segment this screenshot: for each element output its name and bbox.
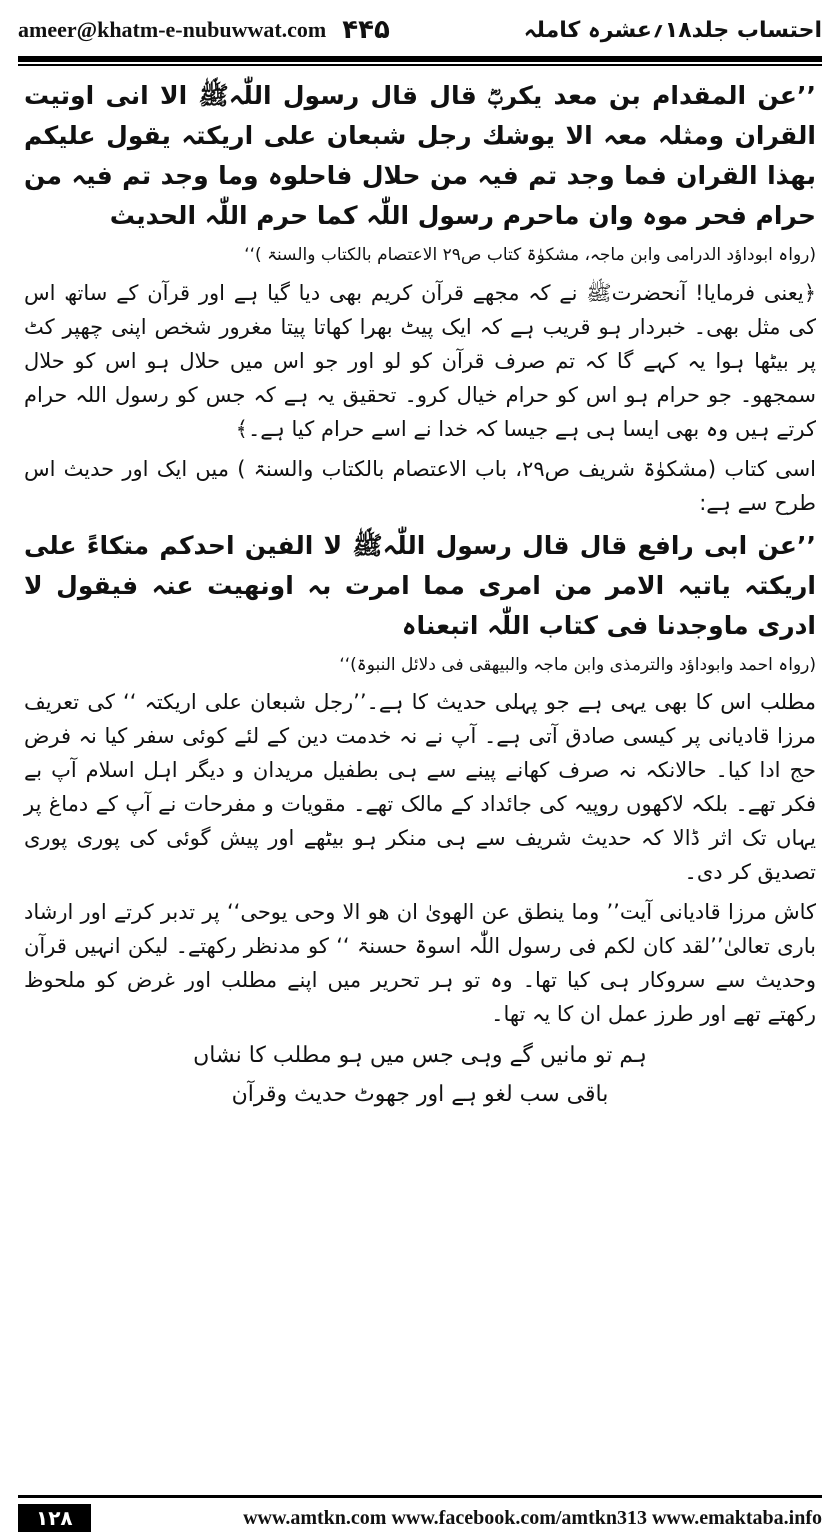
header-left <box>18 15 390 45</box>
hadith-2-text: ’’عن ابی رافع قال قال رسول اللّٰہﷺ لا الفین احدکم متکاءً علی اریکتہ یاتیہ الامر من امری مما امرت بہ اونھیت عنہ فیقول لا ادری ماوجدنا فی کتاب اللّٰہ اتبعناہ <box>24 530 816 640</box>
header-rule-thin <box>18 64 822 66</box>
hadith-1-translation: ﴿یعنی فرمایا! آنحضرتﷺ نے کہ مجھے قرآن کریم بھی دیا گیا ہے اور قرآن کے ساتھ اس کی مثل بھی۔ خبردار ہو قریب ہے کہ ایک پیٹ بھرا کھاتا پیتا مغرور شخص اپنی چھپر کٹ پر بیٹھا ہوا یہ کہے گا کہ تم صرف قرآن کو لو اور جو اس میں حلال ہو اس کو حلال سمجھو۔ جو حرام ہو اس کو حرام خیال کرو۔ تحقیق یہ ہے کہ جس کو رسول اللہ حرام کرتے ہیں وہ بھی ایسا ہی ہے جیسا کہ خدا نے اسے حرام کیا ہے۔﴾ <box>24 280 816 441</box>
hadith-1-reference: (رواہ ابوداؤد الدرامی وابن ماجہ، مشکوٰۃ کتاب ص۲۹ الاعتصام بالکتاب والسنۃ )‘‘ <box>244 245 816 265</box>
intro-paragraph: اسی کتاب (مشکوٰۃ شریف ص۲۹، باب الاعتصام بالکتاب والسنۃ ) میں ایک اور حدیث اس طرح سے ہے: <box>24 456 816 515</box>
closing-paragraph: کاش مرزا قادیانی آیت’’ وما ینطق عن الھویٰ ان ھو الا وحی یوحی‘‘ پر تدبر کرتے اور ارشاد باری تعالیٰ’’لقد کان لکم فی رسول اللّٰہ اسوۃ حسنۃ ‘‘ کو مدنظر رکھتے۔ لیکن انہیں قرآن وحدیث سے سروکار ہی کیا تھا۔ وہ تو ہر تحریر میں اپنے مطلب اور غرض کو ملحوظ رکھتے تھے اور طرز عمل ان کا یہ تھا۔ <box>24 900 816 1027</box>
page-footer <box>18 1500 822 1536</box>
header-rule <box>18 56 822 62</box>
footer-page-number: ۱۲۸ <box>18 1504 91 1532</box>
verse-line-2: باقی سب لغو ہے اور جھوٹ حدیث وقرآن <box>231 1081 609 1107</box>
commentary-paragraph: مطلب اس کا بھی یہی ہے جو پہلی حدیث کا ہے۔’’رجل شبعان علی اریکتہ ‘‘ کی تعریف مرزا قادیانی پر کیسی صادق آتی ہے۔ آپ نے نہ خدمت دین کے لئے کوئی سفر کیا نہ فرض حج ادا کیا۔ حالانکہ نہ صرف کھانے پینے سے ہی بطفیل مریدان و دیگر اہل اسلام آپ بے فکر تھے۔ بلکہ لاکھوں روپیہ کی جائداد کے مالک تھے۔ مقویات و مفرحات نے آپ کے دماغ پر یہاں تک اثر ڈالا کہ حدیث شریف سے ہی منکر ہو بیٹھے اور پیش گوئی کی پوری پوری تصدیق کر دی۔ <box>24 690 816 885</box>
page-content <box>24 76 816 1480</box>
book-title: احتساب جلد۱۸؍عشرہ کاملہ <box>523 17 822 43</box>
hadith-2-reference: (رواہ احمد وابوداؤد والترمذی وابن ماجہ والبیھقی فی دلائل النبوۃ)‘‘ <box>339 654 816 675</box>
header-email: ameer@khatm-e-nubuwwat.com <box>18 17 327 42</box>
verse-line-1: ہم تو مانیں گے وہی جس میں ہو مطلب کا نشاں <box>193 1043 647 1069</box>
hadith-1-text: ’’عن المقدام بن معد یکربؓ قال قال رسول اللّٰہﷺ الا انی اوتیت القران ومثلہ معہ الا یوشك رجل شبعان علی اریکتہ یقول علیکم بھذا القران فما وجد تم فیہ من حلال فاحلوہ وما وجد تم فیہ من حرام فحر موہ وان ماحرم رسول اللّٰہ کما حرم اللّٰہ الحدیث <box>24 81 816 230</box>
page-header <box>18 10 822 50</box>
footer-links: www.amtkn.com www.facebook.com/amtkn313 www.emaktaba.info <box>243 1506 822 1529</box>
header-page-number: ۴۴۵ <box>342 15 390 45</box>
footer-rule <box>18 1495 822 1498</box>
